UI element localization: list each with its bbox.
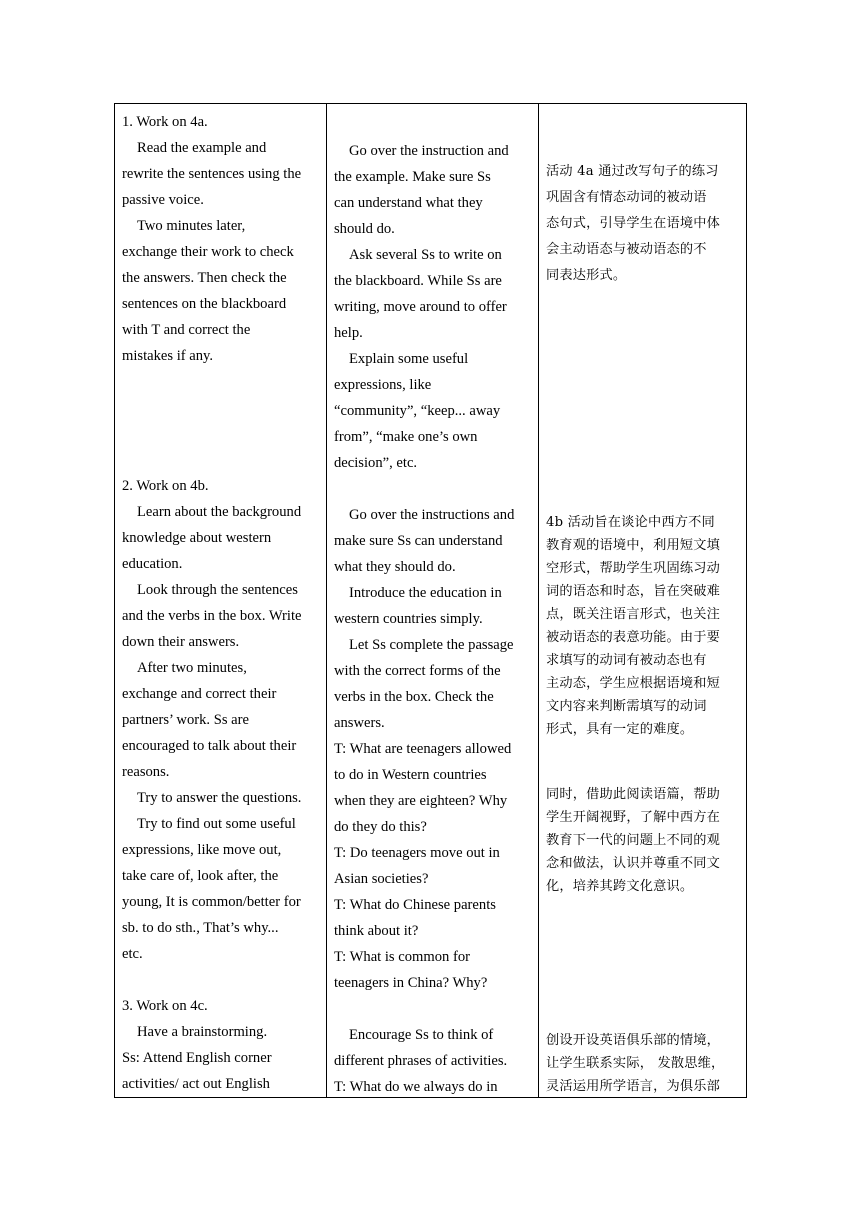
text-line: 求填写的动词有被动态也有 <box>546 653 707 668</box>
text-line: expressions, like move out, <box>122 842 282 858</box>
text-line: 教育观的语境中，利用短文填 <box>546 538 721 553</box>
text-line: activities/ act out English <box>122 1076 270 1092</box>
text-line: Introduce the education in <box>349 585 502 601</box>
text-line: 教育下一代的问题上不同的观 <box>546 833 721 848</box>
text-line: exchange their work to check <box>122 244 294 260</box>
text-line: encouraged to talk about their <box>122 738 297 754</box>
text-line: Look through the sentences <box>137 582 298 598</box>
text-line: writing, move around to offer <box>334 299 507 315</box>
text-line: T: What do Chinese parents <box>334 897 496 913</box>
text-line: sb. to do sth., That’s why... <box>122 920 279 936</box>
text-line: Go over the instruction and <box>349 143 509 159</box>
text-line: Two minutes later, <box>137 218 246 234</box>
text-line: think about it? <box>334 923 419 939</box>
text-line: decision”, etc. <box>334 455 418 471</box>
text-line: etc. <box>122 946 143 962</box>
text-line: 被动语态的表意功能。由于要 <box>546 630 721 645</box>
text-line: 形式，具有一定的难度。 <box>546 722 694 737</box>
text-line: sentences on the blackboard <box>122 296 287 312</box>
text-line: teenagers in China? Why? <box>334 975 488 991</box>
text-line: down their answers. <box>122 634 240 650</box>
text-line: what they should do. <box>334 559 456 575</box>
text-line: the example. Make sure Ss <box>334 169 491 185</box>
text-line: 化，培养其跨文化意识。 <box>546 879 694 894</box>
text-line: the answers. Then check the <box>122 270 287 286</box>
text-line: Let Ss complete the passage <box>349 637 514 653</box>
text-line: exchange and correct their <box>122 686 277 702</box>
text-line: young, It is common/better for <box>122 894 301 910</box>
text-line: with the correct forms of the <box>334 663 501 679</box>
text-line: “community”, “keep... away <box>334 403 501 419</box>
text-line: and the verbs in the box. Write <box>122 608 302 624</box>
text-line: 主动态，学生应根据语境和短 <box>546 676 721 691</box>
teacher-activity-column <box>334 104 537 1097</box>
text-line: from”, “make one’s own <box>334 429 478 445</box>
text-line: answers. <box>334 715 385 731</box>
text-line: 让学生联系实际， 发散思维， <box>546 1056 725 1071</box>
text-line: T: What are teenagers allowed <box>334 741 512 757</box>
text-line: 词的语态和时态，旨在突破难 <box>546 584 721 599</box>
text-line: 活动 4a 通过改写句子的练习 <box>546 164 719 179</box>
text-line: education. <box>122 556 183 572</box>
text-line: Read the example and <box>137 140 267 156</box>
text-line: After two minutes, <box>137 660 247 676</box>
text-line: Asian societies? <box>334 871 429 887</box>
text-line: expressions, like <box>334 377 432 393</box>
text-line: help. <box>334 325 363 341</box>
text-line: T: What is common for <box>334 949 470 965</box>
text-line: 态句式，引导学生在语境中体 <box>546 216 721 231</box>
text-line: the blackboard. While Ss are <box>334 273 502 289</box>
text-line: can understand what they <box>334 195 483 211</box>
design-intent-column <box>546 104 747 1097</box>
text-line: 巩固含有情态动词的被动语 <box>546 190 707 205</box>
text-line: when they are eighteen? Why <box>334 793 508 809</box>
student-activity-column <box>122 104 326 1097</box>
text-line: different phrases of activities. <box>334 1053 508 1069</box>
step-heading-4b: 2. Work on 4b. <box>122 478 209 494</box>
text-line: Ask several Ss to write on <box>349 247 502 263</box>
text-line: Ss: Attend English corner <box>122 1050 272 1066</box>
text-line: reasons. <box>122 764 170 780</box>
text-line: T: What do we always do in <box>334 1079 498 1095</box>
text-line: do they do this? <box>334 819 427 835</box>
text-line: 空形式，帮助学生巩固练习动 <box>546 561 721 576</box>
text-line: western countries simply. <box>334 611 483 627</box>
text-line: 学生开阔视野，了解中西方在 <box>546 810 721 825</box>
text-line: 会主动语态与被动语态的不 <box>546 242 707 257</box>
text-line: Try to find out some useful <box>137 816 296 832</box>
text-line: Explain some useful <box>349 351 469 367</box>
text-line: take care of, look after, the <box>122 868 279 884</box>
lesson-plan-table <box>114 103 747 1098</box>
text-line: to do in Western countries <box>334 767 487 783</box>
text-line: Learn about the background <box>137 504 302 520</box>
column-divider <box>538 104 539 1097</box>
text-line: knowledge about western <box>122 530 272 546</box>
text-line: partners’ work. Ss are <box>122 712 249 728</box>
text-line: Go over the instructions and <box>349 507 515 523</box>
text-line: 灵活运用所学语言，为俱乐部 <box>546 1079 721 1094</box>
text-line: 创设开设英语俱乐部的情境， <box>546 1033 721 1048</box>
text-line: passive voice. <box>122 192 204 208</box>
text-line: Have a brainstorming. <box>137 1024 268 1040</box>
text-line: with T and correct the <box>122 322 251 338</box>
step-heading-4a: 1. Work on 4a. <box>122 114 208 130</box>
text-line: mistakes if any. <box>122 348 214 364</box>
text-line: T: Do teenagers move out in <box>334 845 500 861</box>
text-line: make sure Ss can understand <box>334 533 503 549</box>
text-line: 念和做法，认识并尊重不同文 <box>546 856 721 871</box>
text-line: 4b 活动旨在谈论中西方不同 <box>546 515 715 530</box>
text-line: Try to answer the questions. <box>137 790 302 806</box>
step-heading-4c: 3. Work on 4c. <box>122 998 208 1014</box>
text-line: 同表达形式。 <box>546 268 627 283</box>
text-line: 同时，借助此阅读语篇，帮助 <box>546 787 721 802</box>
text-line: 点，既关注语言形式，也关注 <box>546 607 721 622</box>
text-line: verbs in the box. Check the <box>334 689 494 705</box>
text-line: Encourage Ss to think of <box>349 1027 494 1043</box>
text-line: rewrite the sentences using the <box>122 166 302 182</box>
text-line: should do. <box>334 221 395 237</box>
text-line: 文内容来判断需填写的动词 <box>546 699 707 714</box>
column-divider <box>326 104 327 1097</box>
